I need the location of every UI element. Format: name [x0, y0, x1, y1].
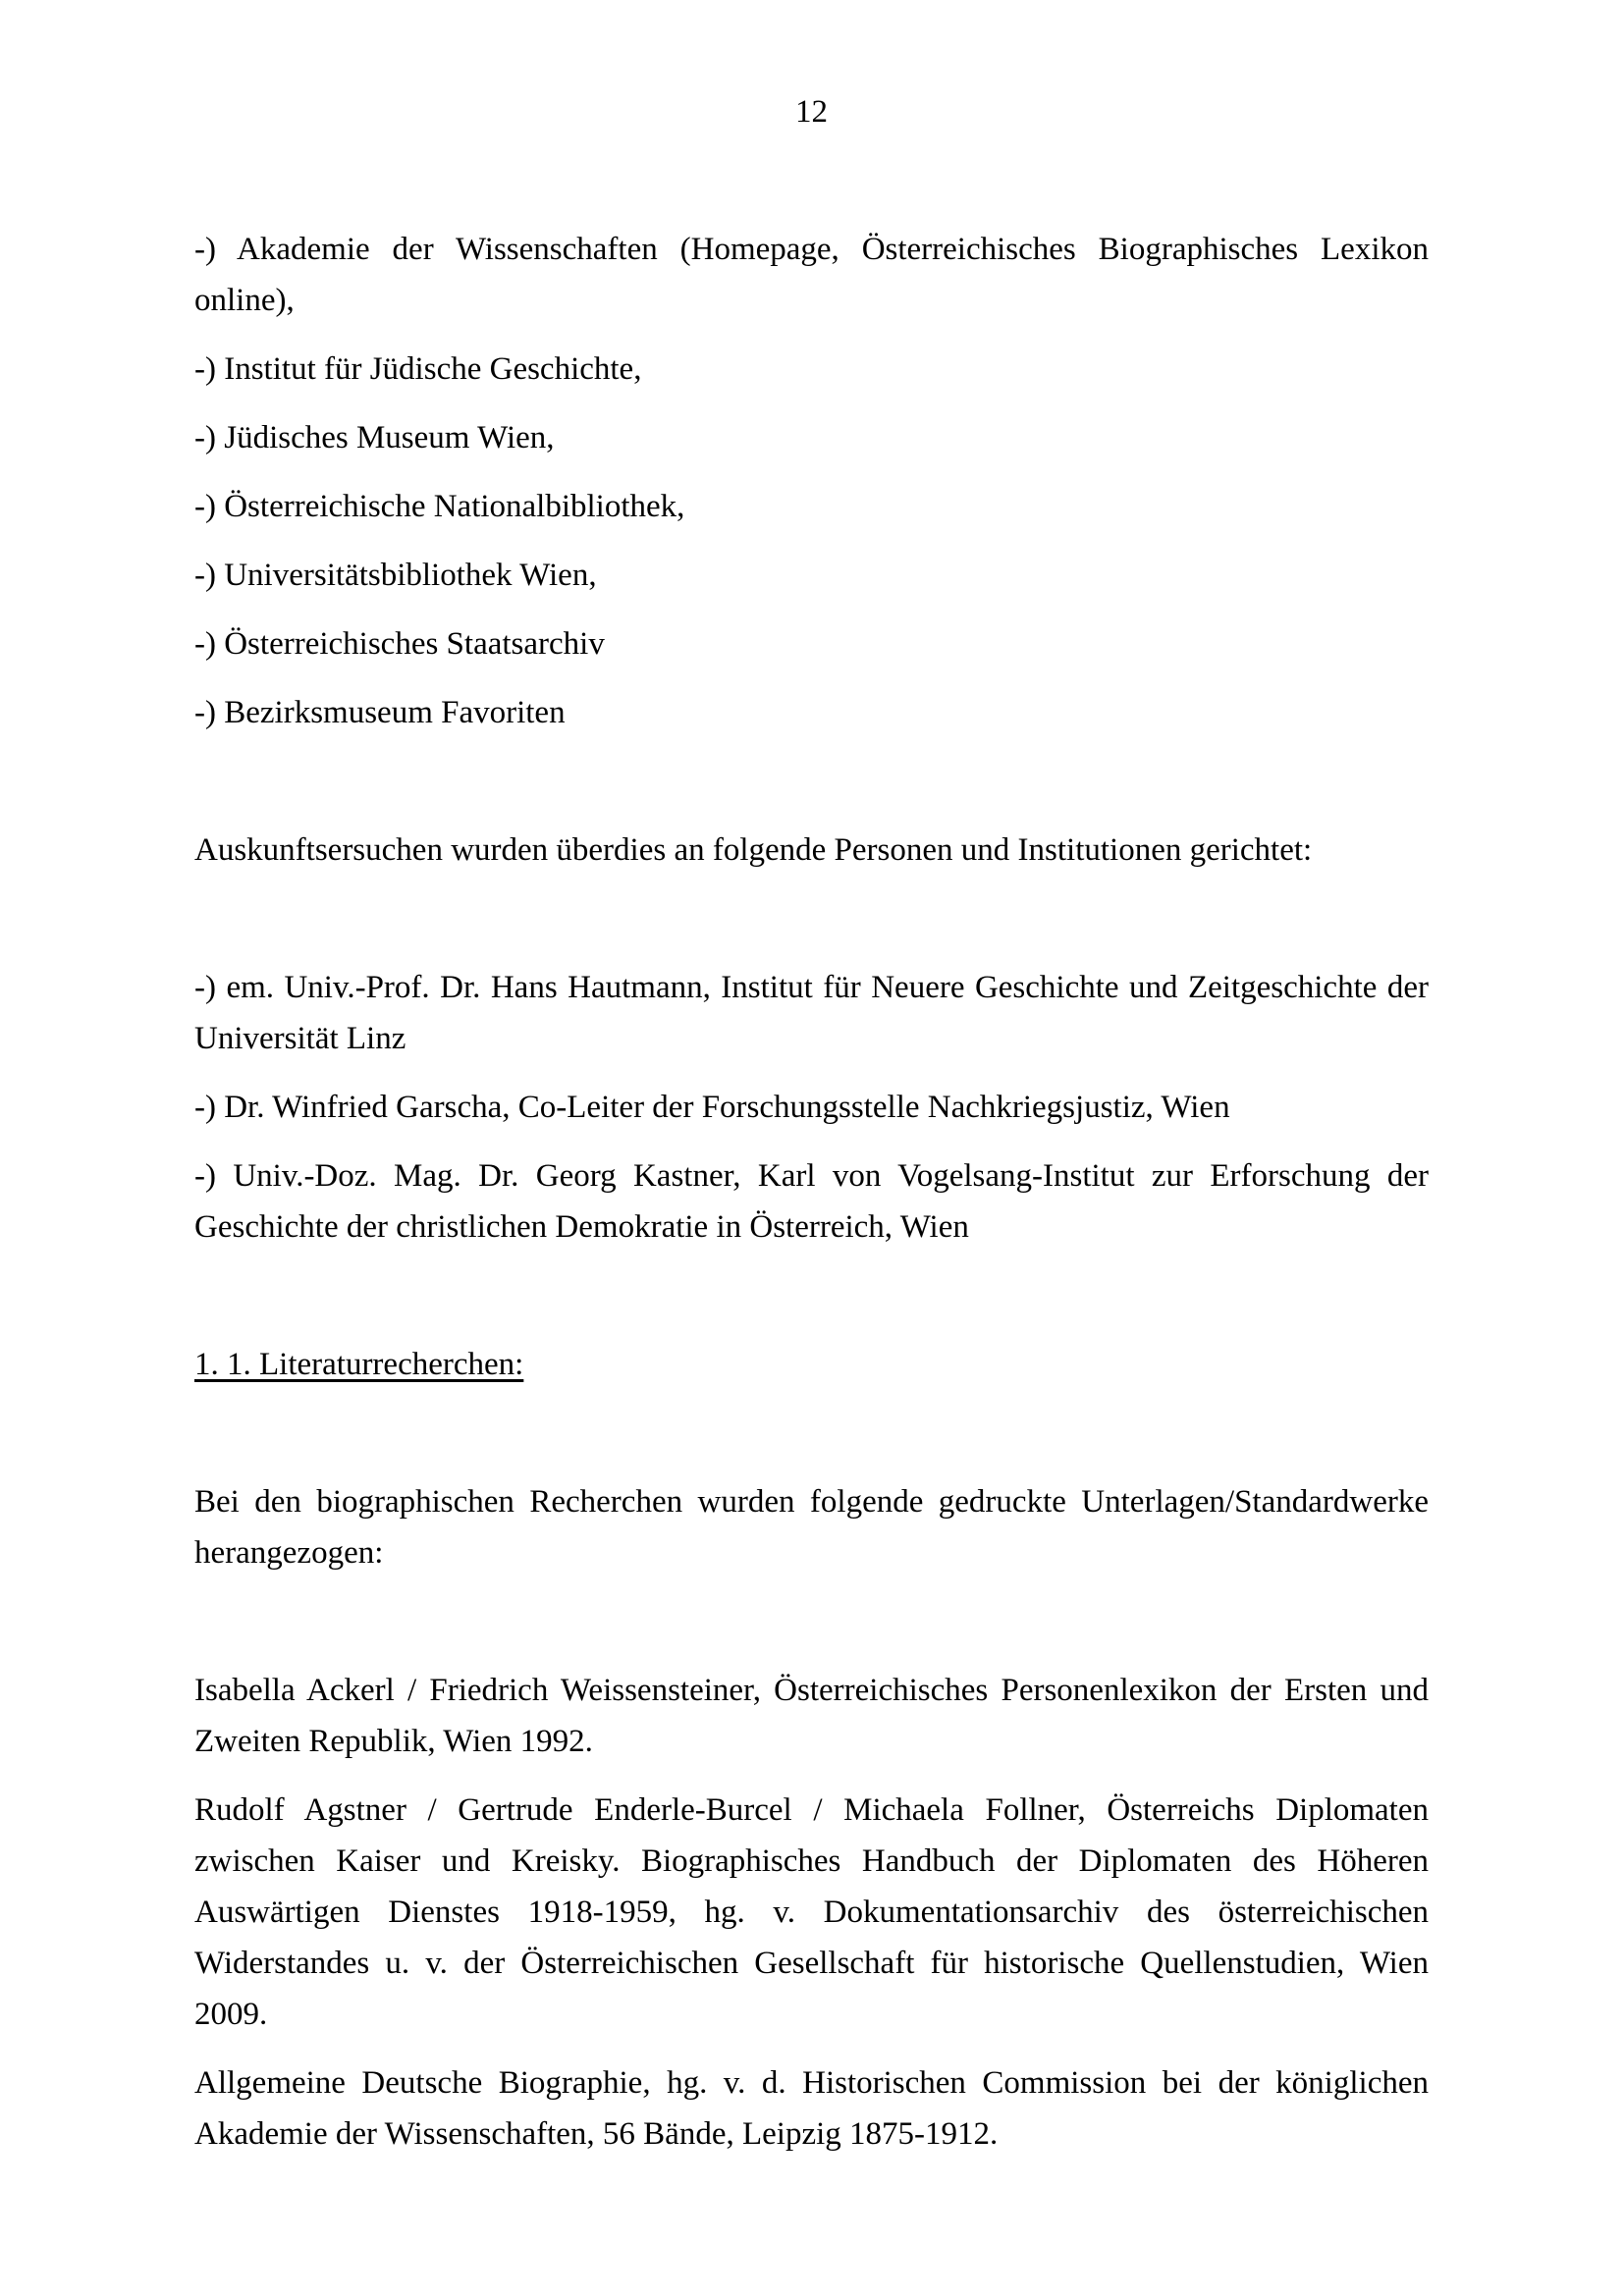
- person-list-item: -) em. Univ.-Prof. Dr. Hans Hautmann, Institut für Neuere Geschichte und Zeitgeschichte der Universität Linz: [194, 970, 1429, 1056]
- bibliography-entry: Rudolf Agstner / Gertrude Enderle-Burcel / Michaela Follner, Österreichs Diplomaten zwischen Kaiser und Kreisky. Biographisches Handbuch der Diplomaten des Höheren Auswärtigen Dienstes 1918-1959, hg. v. Dokumentationsarchiv des österreichischen Widerstandes u. v. der Österreichischen Gesellschaft für historische Quellenstudien, Wien 2009.: [194, 1792, 1429, 2032]
- blank-line: [194, 1408, 1429, 1459]
- blank-line: [194, 756, 1429, 807]
- archive-list-item: -) Jüdisches Museum Wien,: [194, 420, 555, 455]
- person-list-item: -) Dr. Winfried Garscha, Co-Leiter der Forschungsstelle Nachkriegsjustiz, Wien: [194, 1090, 1230, 1125]
- blank-line: [194, 155, 1429, 206]
- archive-list-item: -) Österreichische Nationalbibliothek,: [194, 489, 685, 524]
- section-heading-text: 1. 1. Literaturrecherchen:: [194, 1347, 524, 1382]
- bibliography-entry: Isabella Ackerl / Friedrich Weissensteiner, Österreichisches Personenlexikon der Ersten und Zweiten Republik, Wien 1992.: [194, 1673, 1429, 1759]
- archive-list-item: -) Österreichisches Staatsarchiv: [194, 626, 605, 662]
- archive-list-item: -) Akademie der Wissenschaften (Homepage, Österreichisches Biographisches Lexikon online),: [194, 232, 1429, 318]
- blank-line: [194, 1596, 1429, 1647]
- literature-intro-paragraph: Bei den biographischen Recherchen wurden folgende gedruckte Unterlagen/Standardwerke herangezogen:: [194, 1484, 1429, 1571]
- archive-list-item: -) Bezirksmuseum Favoriten: [194, 695, 566, 730]
- person-list-item: -) Univ.-Doz. Mag. Dr. Georg Kastner, Karl von Vogelsang-Institut zur Erforschung der Geschichte der christlichen Demokratie in Österreich, Wien: [194, 1158, 1429, 1245]
- blank-line: [194, 1270, 1429, 1321]
- page-number: 12: [795, 94, 828, 130]
- archive-list-item: -) Institut für Jüdische Geschichte,: [194, 351, 642, 387]
- archive-list-item: -) Universitätsbibliothek Wien,: [194, 558, 597, 593]
- blank-line: [194, 893, 1429, 944]
- section-heading: [194, 1339, 1429, 1390]
- bibliography-entry: Allgemeine Deutsche Biographie, hg. v. d. Historischen Commission bei der königlichen Akademie der Wissenschaften, 56 Bände, Leipzig 1875-1912.: [194, 2065, 1429, 2152]
- inquiries-intro-paragraph: Auskunftsersuchen wurden überdies an folgende Personen und Institutionen gerichtet:: [194, 832, 1313, 868]
